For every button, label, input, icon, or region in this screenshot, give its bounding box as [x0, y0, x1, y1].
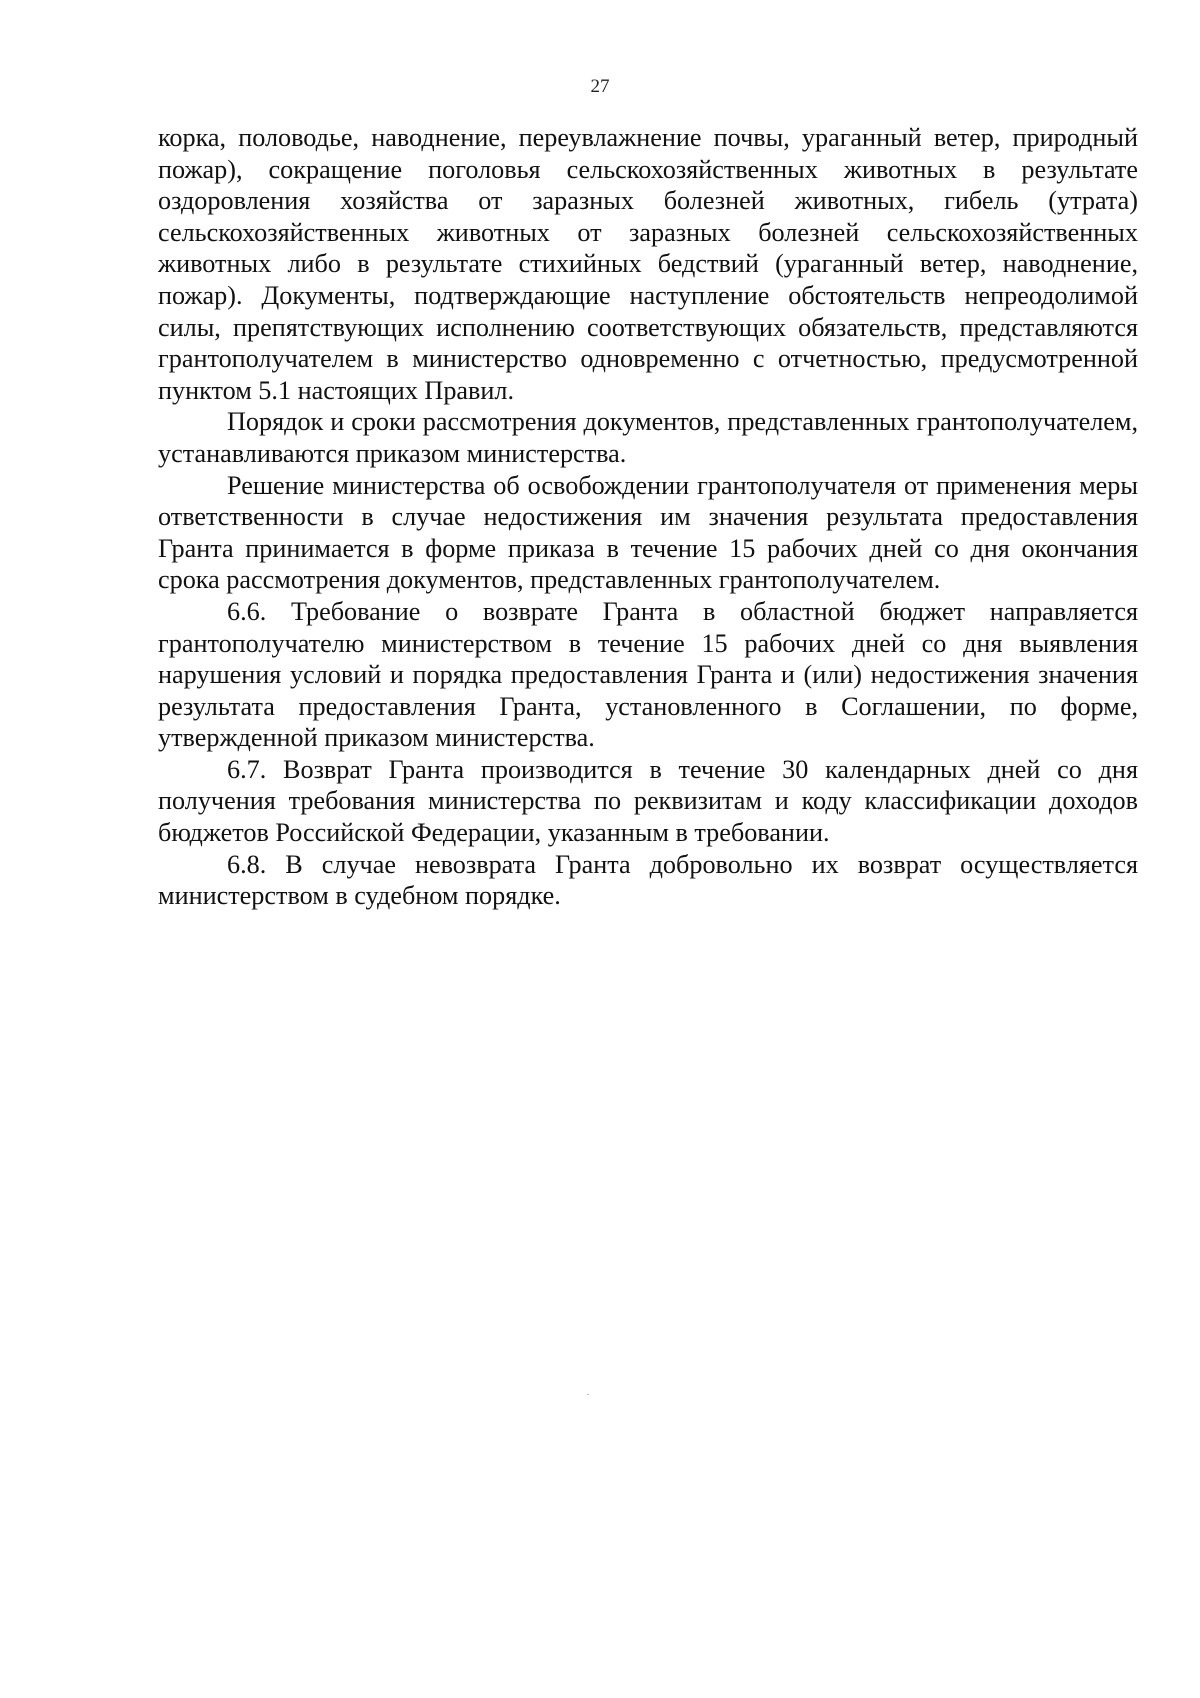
paragraph-section-6-8: 6.8. В случае невозврата Гранта добровольно их возврат осуществляется министерством в судебном порядке.: [158, 849, 1138, 911]
paragraph-force-majeure-continuation: корка, половодье, наводнение, переувлажнение почвы, ураганный ветер, природный пожар), сокращение поголовья сельскохозяйственных животных в результате оздоровления хозяйства от заразных болезней животных, гибель (утрата) сельскохозяйственных животных от заразных болезней сельскохозяйственных животных либо в результате стихийных бедствий (ураганный ветер, наводнение, пожар). Документы, подтверждающие наступление обстоятельств непреодолимой силы, препятствующих исполнению соответствующих обязательств, представляются грантополучателем в министерство одновременно с отчетностью, предусмотренной пунктом 5.1 настоящих Правил.: [158, 123, 1138, 405]
paragraph-exemption-decision: Решение министерства об освобождении грантополучателя от применения меры ответственности в случае недостижения им значения результата предоставления Гранта принимается в форме приказа в течение 15 рабочих дней со дня окончания срока рассмотрения документов, представленных грантополучателем.: [158, 470, 1138, 595]
paragraph-review-procedure: Порядок и сроки рассмотрения документов, представленных грантополучателем, устанавливаются приказом министерства.: [158, 407, 1138, 468]
paragraph-section-6-7: 6.7. Возврат Гранта производится в течение 30 календарных дней со дня получения требования министерства по реквизитам и коду классификации доходов бюджетов Российской Федерации, указанным в требовании.: [158, 754, 1138, 848]
document-body: [158, 122, 1138, 912]
paragraph-section-6-6: 6.6. Требование о возврате Гранта в областной бюджет направляется грантополучателю министерством в течение 15 рабочих дней со дня выявления нарушения условий и порядка предоставления Гранта и (или) недостижения значения результата предоставления Гранта, установленного в Соглашении, по форме, утвержденной приказом министерства.: [158, 596, 1138, 753]
scan-artifact-dot: [587, 1394, 589, 1395]
page-number: 27: [590, 76, 610, 97]
